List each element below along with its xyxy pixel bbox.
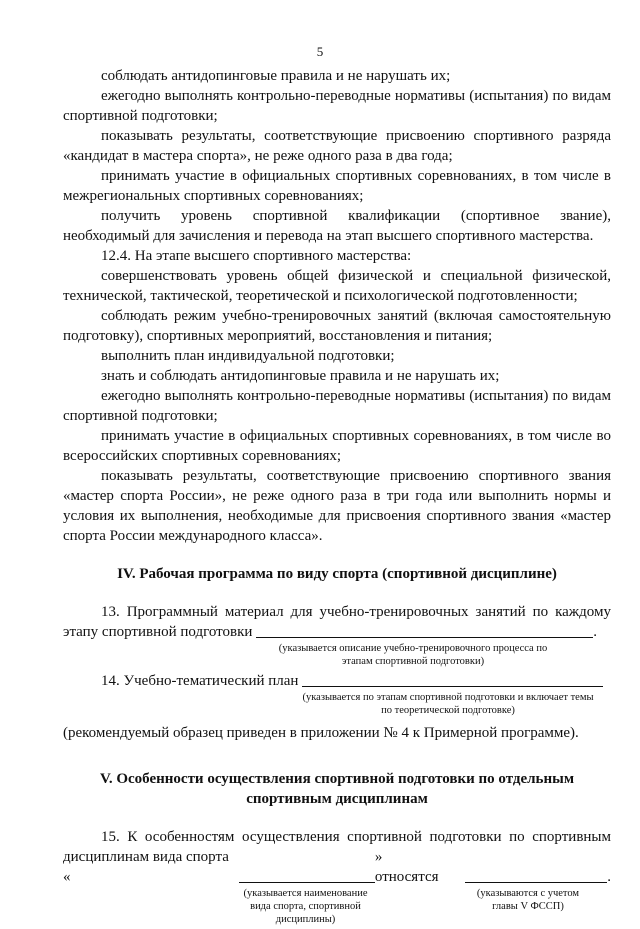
paragraph: показывать результаты, соответствующие присвоению спортивного звания «мастер спорта России», не реже одного раза в три года или выполнить нормы и условия их выполнения, необходимые для присвоения спортивного звания «мастер спорта России международного класса». <box>63 468 611 544</box>
item-15-sport-blank <box>239 867 375 883</box>
paragraph: совершенствовать уровень общей физической и специальной физической, технической, тактической, теоретической и психологической подготовленности; <box>63 268 611 304</box>
item-15-notes <box>63 887 611 929</box>
paragraph: показывать результаты, соответствующие присвоению спортивного разряда «кандидат в мастера спорта», не реже одного раза в два года; <box>63 128 611 164</box>
paragraph: ежегодно выполнять контрольно-переводные нормативы (испытания) по видам спортивной подготовки; <box>63 388 611 424</box>
paragraph: ежегодно выполнять контрольно-переводные нормативы (испытания) по видам спортивной подготовки; <box>63 88 611 124</box>
paragraph: принимать участие в официальных спортивных соревнованиях, в том числе в межрегиональных спортивных соревнованиях; <box>63 168 611 204</box>
item-14-note: (указывается по этапам спортивной подготовки и включает темы по теоретической подготовке) <box>302 692 594 716</box>
item-13-blank-line <box>256 622 593 638</box>
section-4-heading: IV. Рабочая программа по виду спорта (спортивной дисциплине) <box>117 566 557 582</box>
paragraph: получить уровень спортивной квалификации (спортивное звание), необходимый для зачисления и перевода на этап высшего спортивного мастерства. <box>63 208 611 244</box>
document-body <box>63 66 611 929</box>
page-number: 5 <box>316 44 324 59</box>
paragraph: соблюдать режим учебно-тренировочных занятий (включая самостоятельную подготовку), спортивных мероприятий, восстановления и питания; <box>63 308 611 344</box>
item-15-fill-row <box>63 847 611 887</box>
item-13-line-2: этапу спортивной подготовки <box>63 624 253 640</box>
paragraph: принимать участие в официальных спортивных соревнованиях, в том числе во всероссийских спортивных соревнованиях; <box>63 428 611 464</box>
item-13-note: (указывается описание учебно-тренировочного процесса по этапам спортивной подготовки) <box>278 643 548 667</box>
paragraph: выполнить план индивидуальной подготовки; <box>101 348 395 364</box>
item-13-end: . <box>593 624 597 640</box>
item-15-end: . <box>607 869 611 885</box>
item-14-fill-row <box>63 671 611 691</box>
section-5-heading: V. Особенности осуществления спортивной подготовки по отдельным спортивным дисциплинам <box>99 771 575 807</box>
item-15-features-blank <box>465 867 607 883</box>
item-13-fill-row <box>63 622 611 642</box>
item-14-label: 14. Учебно-тематический план <box>101 673 299 689</box>
paragraph: соблюдать антидопинговые правила и не нарушать их; <box>101 68 451 84</box>
item-14-blank-line <box>302 671 603 687</box>
paragraph: знать и соблюдать антидопинговые правила и не нарушать их; <box>101 368 500 384</box>
paragraph: 12.4. На этапе высшего спортивного мастерства: <box>101 248 412 264</box>
item-15-note-sport: (указывается наименование вида спорта, спортивной дисциплины) <box>243 888 368 925</box>
item-15-part-2: » относятся <box>374 849 439 885</box>
item-15-note-features: (указываются с учетом главы V ФССП) <box>476 888 580 912</box>
item-15-part-1: дисциплинам вида спорта « <box>63 849 229 885</box>
item-13-line-1: 13. Программный материал для учебно-тренировочных занятий по каждому <box>101 604 611 620</box>
paragraph-list <box>63 66 611 546</box>
item-15-line-1: 15. К особенностям осуществления спортивной подготовки по спортивным <box>101 829 611 845</box>
recommendation-line: (рекомендуемый образец приведен в приложении № 4 к Примерной программе). <box>63 725 579 741</box>
